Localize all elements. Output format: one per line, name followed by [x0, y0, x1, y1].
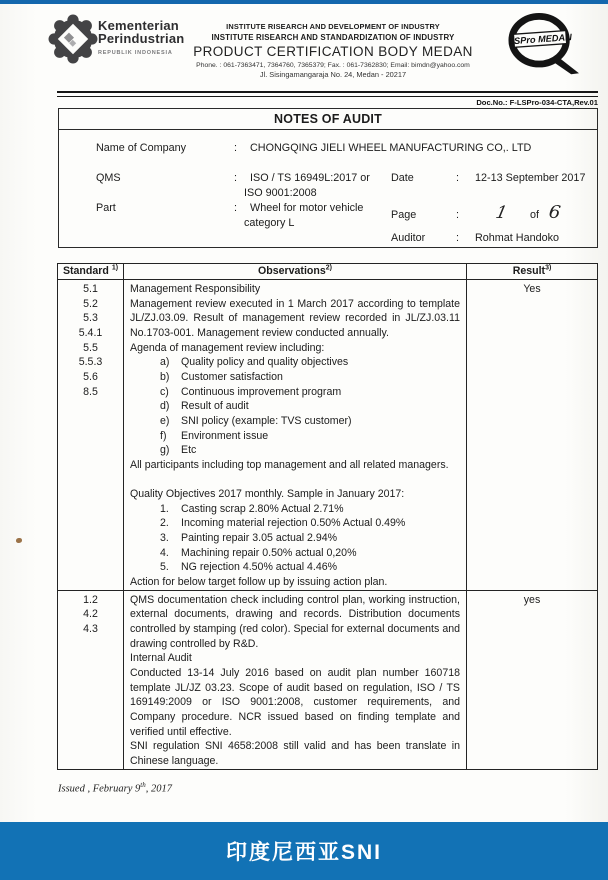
table-row-1 [58, 280, 597, 591]
issued-ordinal: th [140, 781, 146, 789]
row1-blank-line [130, 473, 460, 488]
notes-title: NOTES OF AUDIT [59, 109, 597, 130]
date-row [391, 172, 585, 184]
row1-objective-5: 5. NG rejection 4.50% actual 4.46% [160, 561, 338, 574]
row2-standard-2: 4.3 [83, 623, 98, 636]
header-observations: Observations$^{2)}$ [124, 264, 467, 279]
row1-obs-objectives-intro: Quality Objectives 2017 monthly. Sample in January 2017: [130, 488, 405, 501]
row1-obs-participants: All participants including top management and all related managers. [130, 458, 449, 471]
issued-date-line: Issued , February 9th, 2017 [58, 781, 172, 795]
row1-standards [58, 280, 124, 590]
lspro-medan-logo-icon [503, 11, 583, 86]
row1-objective-2: 2. Incoming material rejection 0.50% Actual 0.49% [160, 517, 406, 530]
header-standard: Standard $^{1)}$ [58, 264, 124, 279]
page-current-handwritten: 1 [493, 203, 509, 223]
row1-objective-4: 4. Machining repair 0.50% actual 0,20% [160, 546, 357, 559]
institute-line2: INSTITUTE RISEARCH AND STANDARDIZATION OF INDUSTRY [211, 33, 455, 42]
company-value: CHONGQING JIELI WHEEL MANUFACTURING CO,. LTD [250, 142, 532, 154]
scan-ink-speck [16, 538, 22, 543]
row1-observations [124, 280, 467, 590]
header-standard-footnote: 1) [111, 264, 119, 272]
institute-line1: INSTITUTE RISEARCH AND DEVELOPMENT OF INDUSTRY [226, 22, 440, 31]
row1-agenda-item-b: b) Customer satisfaction [160, 370, 283, 383]
header-divider-rule [57, 91, 598, 97]
part-row [96, 202, 363, 214]
row2-result [467, 591, 597, 769]
page-row [391, 202, 568, 223]
ministry-line2: Perindustrian [98, 31, 185, 46]
auditor-value: Rohmat Handoko [475, 232, 560, 244]
row2-obs-internal-audit: Internal Audit [130, 652, 192, 665]
row2-observations [124, 591, 467, 769]
page-of-label: of [530, 209, 540, 221]
header-result: Result$^{3)}$ [512, 264, 552, 277]
row1-agenda-item-e: e) SNI policy (example: TVS customer) [160, 414, 352, 427]
banner-text: 印度尼西亚SNI [225, 841, 382, 864]
contact-line: Phone. : 061-7363471, 7364760, 7365379; Fax. : 061-7362830; Email: bimdn@yahoo.com [196, 62, 470, 69]
auditor-colon: : [456, 232, 459, 244]
row2-obs-para3: SNI regulation SNI 4658:2008 still valid and has been translate in Chinese language. [130, 740, 460, 767]
row2-standards [58, 591, 124, 769]
row1-agenda-item-g: g) Etc [160, 444, 197, 457]
lspro-logo-text: LSPro MEDAN [508, 32, 573, 47]
qms-value-line1: ISO / TS 16949L:2017 or [250, 172, 370, 184]
company-label: Name of Company [96, 142, 187, 154]
row1-objective-1: 1. Casting scrap 2.80% Actual 2.71% [160, 502, 344, 515]
row1-result [467, 280, 597, 590]
row1-standard-0: 5.1 [83, 283, 98, 295]
row1-obs-agenda-intro: Agenda of management review including: [130, 341, 325, 354]
ministry-gear-logo-icon [46, 13, 100, 70]
header-result-footnote: 3) [545, 264, 552, 272]
notes-of-audit-box [58, 108, 598, 248]
row1-standard-1: 5.2 [83, 297, 98, 310]
row1-standard-4: 5.5 [83, 341, 98, 354]
auditor-label: Auditor [391, 232, 426, 244]
row2-standard-0: 1.2 [83, 593, 98, 606]
row1-obs-para1: Management review executed in 1 March 2017 according to template JL/ZJ.03.09. Result of management review recorded in JL/ZJ.03.11 No.1703-001. Management review conducted annually. [130, 297, 460, 339]
row1-objective-3: 3. Painting repair 3.05 actual 2.94% [160, 532, 338, 545]
row2-result-value: yes [523, 593, 541, 606]
auditor-row [391, 232, 559, 244]
company-row [96, 142, 531, 154]
row2-standard-1: 4.2 [83, 608, 98, 621]
row1-standard-3: 5.4.1 [78, 326, 103, 339]
ministry-line1: Kementerian [98, 18, 179, 33]
header-observations-footnote: 2) [325, 264, 332, 272]
row1-agenda-item-c: c) Continuous improvement program [160, 385, 342, 398]
part-value-line1: Wheel for motor vehicle [250, 202, 364, 214]
row1-agenda-item-d: d) Result of audit [160, 400, 249, 413]
bottom-blue-banner [0, 822, 608, 880]
date-label: Date [391, 172, 414, 184]
audit-table [57, 263, 598, 770]
company-colon: : [234, 142, 237, 154]
certification-body-name: PRODUCT CERTIFICATION BODY MEDAN [193, 44, 473, 59]
qms-value-line2: ISO 9001:2008 [244, 187, 317, 199]
row1-result-value: Yes [523, 283, 541, 295]
row2-obs-para2: Conducted 13-14 July 2016 based on audit plan number 160718 template JL/JZ 03.23. Scope of audit based on regulation, ISO / TS 169149:2009 or ISO 9001:2008, customer requirements, and Company procedure. NCR issued based on finding template and verified until effective. [130, 667, 460, 738]
part-label: Part [96, 202, 116, 214]
date-value: 12-13 September 2017 [475, 172, 586, 184]
table-header-row [58, 264, 597, 280]
top-blue-strip [0, 0, 608, 4]
address-line: Jl. Sisingamangaraja No. 24, Medan - 20217 [259, 70, 407, 79]
row1-obs-title: Management Responsibility [130, 283, 261, 295]
row1-standard-5: 5.5.3 [78, 356, 103, 369]
date-colon: : [456, 172, 459, 184]
qms-row [96, 172, 370, 184]
part-colon: : [234, 202, 237, 214]
row1-obs-action: Action for below target follow up by issuing action plan. [130, 576, 388, 589]
row1-agenda-item-a: a) Quality policy and quality objectives [160, 356, 349, 369]
table-row-2 [58, 591, 597, 769]
row1-standard-7: 8.5 [83, 385, 98, 398]
page-colon: : [456, 209, 459, 221]
row1-standard-6: 5.6 [83, 370, 98, 383]
part-value-line2: category L [244, 217, 295, 229]
row1-agenda-item-f: f) Environment issue [160, 429, 269, 442]
institute-header [166, 22, 500, 79]
page-label: Page [391, 209, 417, 221]
qms-label: QMS [96, 172, 121, 184]
ministry-line3: REPUBLIK INDONESIA [98, 50, 173, 56]
page-total-handwritten: 6 [547, 201, 563, 224]
qms-colon: : [234, 172, 237, 184]
doc-number: Doc.No.: F-LSPro-034-CTA,Rev.01 [476, 98, 598, 107]
row1-standard-2: 5.3 [83, 312, 98, 325]
row2-obs-para1: QMS documentation check including control plan, working instruction, external documents, drawing and records. Distribution documents controlled by stamping (red color). Special for external documents and drawing controlled by R&D. [130, 593, 460, 650]
